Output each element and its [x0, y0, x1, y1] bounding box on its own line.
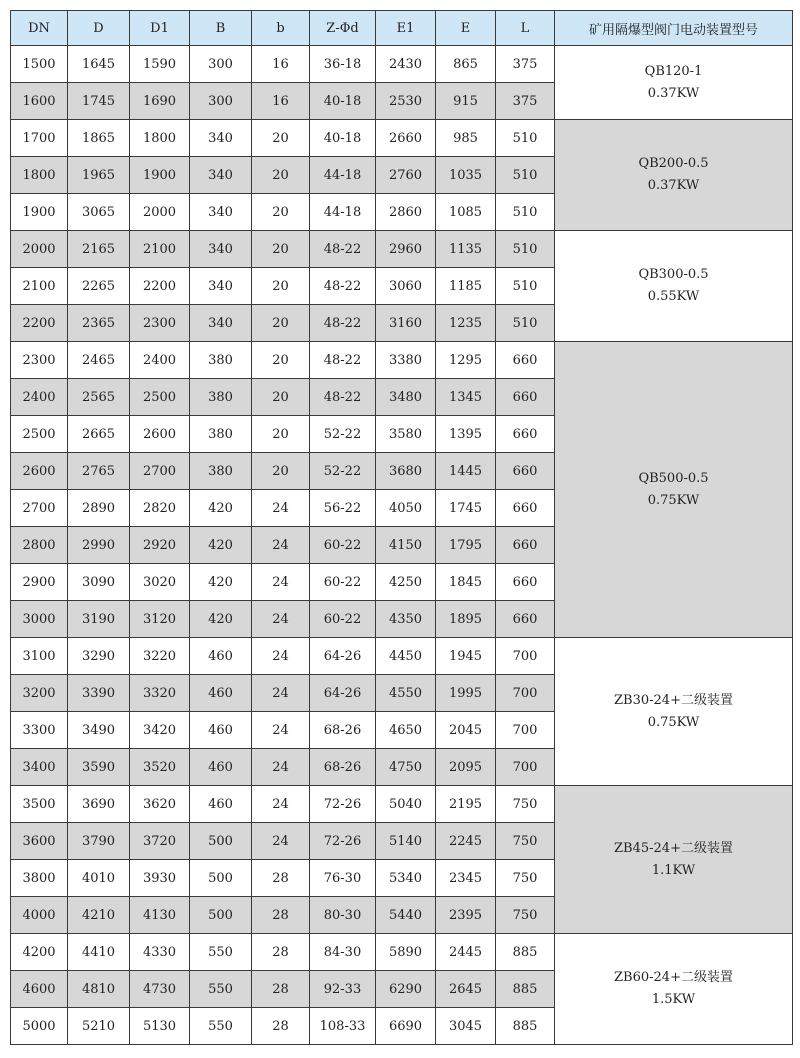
- table-cell: 92-33: [310, 971, 376, 1008]
- table-cell: 3060: [376, 268, 436, 305]
- table-cell: 1500: [11, 46, 68, 83]
- table-cell: 985: [436, 120, 496, 157]
- table-cell: 1395: [436, 416, 496, 453]
- table-cell: 28: [252, 1008, 310, 1045]
- table-cell: 5140: [376, 823, 436, 860]
- column-header-model: 矿用隔爆型阀门电动装置型号: [555, 11, 793, 46]
- column-header: Z-Φd: [310, 11, 376, 46]
- table-cell: 48-22: [310, 342, 376, 379]
- table-body: [11, 46, 793, 1045]
- model-power: 0.75KW: [647, 492, 700, 508]
- table-cell: 2530: [376, 83, 436, 120]
- table-cell: 20: [252, 194, 310, 231]
- table-cell: 28: [252, 971, 310, 1008]
- model-cell: [555, 786, 793, 934]
- table-cell: 5000: [11, 1008, 68, 1045]
- table-cell: 3160: [376, 305, 436, 342]
- table-cell: 4250: [376, 564, 436, 601]
- table-cell: 2000: [11, 231, 68, 268]
- table-cell: 2920: [130, 527, 190, 564]
- table-row: [11, 342, 793, 379]
- table-cell: 24: [252, 675, 310, 712]
- model-name: QB120-1: [644, 63, 703, 79]
- table-cell: 2700: [130, 453, 190, 490]
- table-cell: 750: [496, 823, 555, 860]
- table-row: [11, 638, 793, 675]
- column-header: E1: [376, 11, 436, 46]
- model-name: ZB30-24+二级装置: [614, 692, 733, 708]
- table-cell: 340: [190, 120, 252, 157]
- table-cell: 340: [190, 305, 252, 342]
- table-cell: 3930: [130, 860, 190, 897]
- table-cell: 1295: [436, 342, 496, 379]
- table-cell: 1135: [436, 231, 496, 268]
- column-header: D: [68, 11, 130, 46]
- table-cell: 64-26: [310, 675, 376, 712]
- model-cell: [555, 120, 793, 231]
- table-cell: 550: [190, 1008, 252, 1045]
- table-cell: 2500: [11, 416, 68, 453]
- table-cell: 2800: [11, 527, 68, 564]
- table-cell: 6290: [376, 971, 436, 1008]
- table-cell: 24: [252, 564, 310, 601]
- table-cell: 20: [252, 379, 310, 416]
- table-cell: 4130: [130, 897, 190, 934]
- table-cell: 48-22: [310, 268, 376, 305]
- table-cell: 3390: [68, 675, 130, 712]
- table-cell: 5040: [376, 786, 436, 823]
- table-header: [11, 11, 793, 46]
- table-cell: 2200: [130, 268, 190, 305]
- table-cell: 4000: [11, 897, 68, 934]
- model-name: QB300-0.5: [638, 267, 709, 282]
- table-cell: 16: [252, 83, 310, 120]
- table-cell: 510: [496, 268, 555, 305]
- table-cell: 1690: [130, 83, 190, 120]
- table-cell: 4350: [376, 601, 436, 638]
- table-cell: 24: [252, 527, 310, 564]
- table-cell: 375: [496, 46, 555, 83]
- table-cell: 4550: [376, 675, 436, 712]
- table-cell: 660: [496, 416, 555, 453]
- table-cell: 3600: [11, 823, 68, 860]
- table-cell: 660: [496, 490, 555, 527]
- model-cell: [555, 934, 793, 1045]
- table-cell: 5130: [130, 1008, 190, 1045]
- table-cell: 510: [496, 305, 555, 342]
- table-cell: 2365: [68, 305, 130, 342]
- table-cell: 1795: [436, 527, 496, 564]
- table-cell: 340: [190, 268, 252, 305]
- table-row: [11, 934, 793, 971]
- table-cell: 5440: [376, 897, 436, 934]
- table-cell: 4600: [11, 971, 68, 1008]
- table-cell: 20: [252, 120, 310, 157]
- column-header: B: [190, 11, 252, 46]
- table-cell: 510: [496, 120, 555, 157]
- table-cell: 3100: [11, 638, 68, 675]
- table-cell: 500: [190, 897, 252, 934]
- table-cell: 2960: [376, 231, 436, 268]
- table-cell: 1345: [436, 379, 496, 416]
- table-cell: 2665: [68, 416, 130, 453]
- table-cell: 460: [190, 749, 252, 786]
- table-cell: 2095: [436, 749, 496, 786]
- table-cell: 20: [252, 305, 310, 342]
- table-cell: 300: [190, 83, 252, 120]
- table-cell: 420: [190, 527, 252, 564]
- table-cell: 24: [252, 638, 310, 675]
- table-cell: 3620: [130, 786, 190, 823]
- table-cell: 3790: [68, 823, 130, 860]
- table-cell: 84-30: [310, 934, 376, 971]
- table-cell: 2890: [68, 490, 130, 527]
- table-cell: 500: [190, 860, 252, 897]
- table-cell: 4050: [376, 490, 436, 527]
- table-cell: 300: [190, 46, 252, 83]
- table-cell: 3690: [68, 786, 130, 823]
- table-cell: 3420: [130, 712, 190, 749]
- table-cell: 3490: [68, 712, 130, 749]
- table-cell: 24: [252, 749, 310, 786]
- table-row: [11, 786, 793, 823]
- table-cell: 460: [190, 786, 252, 823]
- table-cell: 550: [190, 934, 252, 971]
- table-cell: 52-22: [310, 416, 376, 453]
- table-cell: 375: [496, 83, 555, 120]
- table-cell: 4410: [68, 934, 130, 971]
- table-cell: 1745: [436, 490, 496, 527]
- table-cell: 68-26: [310, 712, 376, 749]
- model-power: 0.37KW: [647, 85, 700, 101]
- table-cell: 865: [436, 46, 496, 83]
- header-row: [11, 11, 793, 46]
- table-cell: 3090: [68, 564, 130, 601]
- table-cell: 36-18: [310, 46, 376, 83]
- table-cell: 44-18: [310, 157, 376, 194]
- table-cell: 2265: [68, 268, 130, 305]
- table-cell: 1645: [68, 46, 130, 83]
- table-cell: 24: [252, 786, 310, 823]
- table-row: [11, 231, 793, 268]
- table-cell: 52-22: [310, 453, 376, 490]
- table-cell: 3290: [68, 638, 130, 675]
- table-cell: 44-18: [310, 194, 376, 231]
- table-cell: 510: [496, 194, 555, 231]
- table-cell: 3680: [376, 453, 436, 490]
- table-cell: 40-18: [310, 83, 376, 120]
- table-cell: 48-22: [310, 305, 376, 342]
- table-cell: 2100: [11, 268, 68, 305]
- model-name: ZB45-24+二级装置: [614, 840, 733, 856]
- table-cell: 3000: [11, 601, 68, 638]
- table-cell: 2200: [11, 305, 68, 342]
- model-cell: [555, 342, 793, 638]
- table-cell: 4150: [376, 527, 436, 564]
- table-cell: 420: [190, 564, 252, 601]
- table-cell: 2245: [436, 823, 496, 860]
- model-power: 0.75KW: [647, 714, 700, 730]
- table-cell: 28: [252, 860, 310, 897]
- table-cell: 1185: [436, 268, 496, 305]
- table-cell: 1945: [436, 638, 496, 675]
- table-cell: 1965: [68, 157, 130, 194]
- model-name: QB200-0.5: [638, 156, 709, 171]
- table-cell: 4210: [68, 897, 130, 934]
- table-cell: 750: [496, 786, 555, 823]
- table-cell: 2165: [68, 231, 130, 268]
- table-cell: 2100: [130, 231, 190, 268]
- table-cell: 1845: [436, 564, 496, 601]
- table-cell: 1800: [11, 157, 68, 194]
- model-power: 1.1KW: [651, 862, 696, 878]
- column-header: D1: [130, 11, 190, 46]
- table-cell: 2990: [68, 527, 130, 564]
- table-cell: 4750: [376, 749, 436, 786]
- table-row: [11, 46, 793, 83]
- table-cell: 72-26: [310, 823, 376, 860]
- table-cell: 420: [190, 490, 252, 527]
- table-cell: 3520: [130, 749, 190, 786]
- table-cell: 3020: [130, 564, 190, 601]
- table-row: [11, 120, 793, 157]
- model-cell: [555, 46, 793, 120]
- table-cell: 3320: [130, 675, 190, 712]
- table-cell: 3590: [68, 749, 130, 786]
- table-cell: 56-22: [310, 490, 376, 527]
- table-cell: 5340: [376, 860, 436, 897]
- table-cell: 64-26: [310, 638, 376, 675]
- model-cell: [555, 231, 793, 342]
- model-power: 0.37KW: [647, 178, 700, 193]
- table-cell: 2395: [436, 897, 496, 934]
- table-cell: 885: [496, 971, 555, 1008]
- model-power: 0.55KW: [647, 289, 700, 304]
- table-cell: 660: [496, 601, 555, 638]
- table-cell: 2445: [436, 934, 496, 971]
- column-header: L: [496, 11, 555, 46]
- table-cell: 660: [496, 564, 555, 601]
- table-cell: 2760: [376, 157, 436, 194]
- table-cell: 24: [252, 823, 310, 860]
- table-cell: 2860: [376, 194, 436, 231]
- table-cell: 20: [252, 268, 310, 305]
- table-cell: 2400: [11, 379, 68, 416]
- table-cell: 340: [190, 231, 252, 268]
- table-cell: 2600: [130, 416, 190, 453]
- table-cell: 915: [436, 83, 496, 120]
- column-header: b: [252, 11, 310, 46]
- table-cell: 4650: [376, 712, 436, 749]
- table-cell: 2565: [68, 379, 130, 416]
- model-name: QB500-0.5: [638, 470, 709, 486]
- table-cell: 20: [252, 342, 310, 379]
- table-cell: 48-22: [310, 379, 376, 416]
- table-cell: 76-30: [310, 860, 376, 897]
- table-cell: 2430: [376, 46, 436, 83]
- table-cell: 2195: [436, 786, 496, 823]
- table-cell: 3800: [11, 860, 68, 897]
- table-cell: 2300: [130, 305, 190, 342]
- table-cell: 20: [252, 416, 310, 453]
- table-cell: 2700: [11, 490, 68, 527]
- table-cell: 2820: [130, 490, 190, 527]
- table-cell: 28: [252, 934, 310, 971]
- column-header: DN: [11, 11, 68, 46]
- table-cell: 5890: [376, 934, 436, 971]
- table-cell: 2660: [376, 120, 436, 157]
- table-cell: 750: [496, 860, 555, 897]
- table-cell: 16: [252, 46, 310, 83]
- table-cell: 2300: [11, 342, 68, 379]
- table-cell: 1600: [11, 83, 68, 120]
- table-cell: 2500: [130, 379, 190, 416]
- model-name: ZB60-24+二级装置: [614, 970, 733, 985]
- table-cell: 380: [190, 342, 252, 379]
- table-cell: 700: [496, 712, 555, 749]
- table-cell: 660: [496, 342, 555, 379]
- table-cell: 2645: [436, 971, 496, 1008]
- table-cell: 60-22: [310, 601, 376, 638]
- table-cell: 660: [496, 379, 555, 416]
- table-cell: 2465: [68, 342, 130, 379]
- table-cell: 1445: [436, 453, 496, 490]
- table-cell: 3300: [11, 712, 68, 749]
- table-cell: 1745: [68, 83, 130, 120]
- table-cell: 3120: [130, 601, 190, 638]
- table-cell: 4330: [130, 934, 190, 971]
- table-cell: 28: [252, 897, 310, 934]
- table-cell: 2400: [130, 342, 190, 379]
- table-cell: 24: [252, 490, 310, 527]
- table-cell: 3380: [376, 342, 436, 379]
- table-cell: 3720: [130, 823, 190, 860]
- table-cell: 460: [190, 675, 252, 712]
- table-cell: 4810: [68, 971, 130, 1008]
- table-cell: 340: [190, 157, 252, 194]
- table-cell: 6690: [376, 1008, 436, 1045]
- table-cell: 2345: [436, 860, 496, 897]
- table-cell: 20: [252, 453, 310, 490]
- table-cell: 2765: [68, 453, 130, 490]
- table-cell: 72-26: [310, 786, 376, 823]
- table-cell: 1590: [130, 46, 190, 83]
- column-header: E: [436, 11, 496, 46]
- table-cell: 510: [496, 157, 555, 194]
- table-cell: 1700: [11, 120, 68, 157]
- table-cell: 380: [190, 416, 252, 453]
- table-cell: 1085: [436, 194, 496, 231]
- table-cell: 2000: [130, 194, 190, 231]
- table-cell: 20: [252, 231, 310, 268]
- table-cell: 3500: [11, 786, 68, 823]
- table-cell: 420: [190, 601, 252, 638]
- table-cell: 1900: [11, 194, 68, 231]
- model-power: 1.5KW: [651, 992, 696, 1007]
- table-cell: 885: [496, 1008, 555, 1045]
- table-cell: 60-22: [310, 527, 376, 564]
- model-cell: [555, 638, 793, 786]
- table-cell: 3220: [130, 638, 190, 675]
- table-cell: 1995: [436, 675, 496, 712]
- table-cell: 660: [496, 527, 555, 564]
- table-cell: 4200: [11, 934, 68, 971]
- table-cell: 3190: [68, 601, 130, 638]
- table-cell: 700: [496, 638, 555, 675]
- table-cell: 3400: [11, 749, 68, 786]
- table-cell: 1865: [68, 120, 130, 157]
- table-cell: 460: [190, 638, 252, 675]
- table-cell: 4450: [376, 638, 436, 675]
- table-cell: 3200: [11, 675, 68, 712]
- table-cell: 3065: [68, 194, 130, 231]
- table-cell: 750: [496, 897, 555, 934]
- table-cell: 1235: [436, 305, 496, 342]
- table-cell: 885: [496, 934, 555, 971]
- table-cell: 1895: [436, 601, 496, 638]
- table-cell: 700: [496, 749, 555, 786]
- table-cell: 4010: [68, 860, 130, 897]
- table-cell: 60-22: [310, 564, 376, 601]
- table-cell: 80-30: [310, 897, 376, 934]
- table-cell: 2045: [436, 712, 496, 749]
- table-cell: 3045: [436, 1008, 496, 1045]
- table-cell: 24: [252, 712, 310, 749]
- table-cell: 380: [190, 453, 252, 490]
- table-cell: 24: [252, 601, 310, 638]
- table-cell: 1800: [130, 120, 190, 157]
- table-cell: 1900: [130, 157, 190, 194]
- table-cell: 2900: [11, 564, 68, 601]
- table-cell: 660: [496, 453, 555, 490]
- table-cell: 500: [190, 823, 252, 860]
- table-cell: 700: [496, 675, 555, 712]
- table-cell: 1035: [436, 157, 496, 194]
- table-cell: 550: [190, 971, 252, 1008]
- table-cell: 48-22: [310, 231, 376, 268]
- table-cell: 510: [496, 231, 555, 268]
- table-cell: 108-33: [310, 1008, 376, 1045]
- table-cell: 20: [252, 157, 310, 194]
- table-cell: 40-18: [310, 120, 376, 157]
- table-cell: 5210: [68, 1008, 130, 1045]
- table-cell: 340: [190, 194, 252, 231]
- table-cell: 3480: [376, 379, 436, 416]
- table-cell: 4730: [130, 971, 190, 1008]
- table-cell: 460: [190, 712, 252, 749]
- table-cell: 68-26: [310, 749, 376, 786]
- table-cell: 2600: [11, 453, 68, 490]
- valve-spec-table: [10, 10, 793, 1045]
- table-cell: 3580: [376, 416, 436, 453]
- table-cell: 380: [190, 379, 252, 416]
